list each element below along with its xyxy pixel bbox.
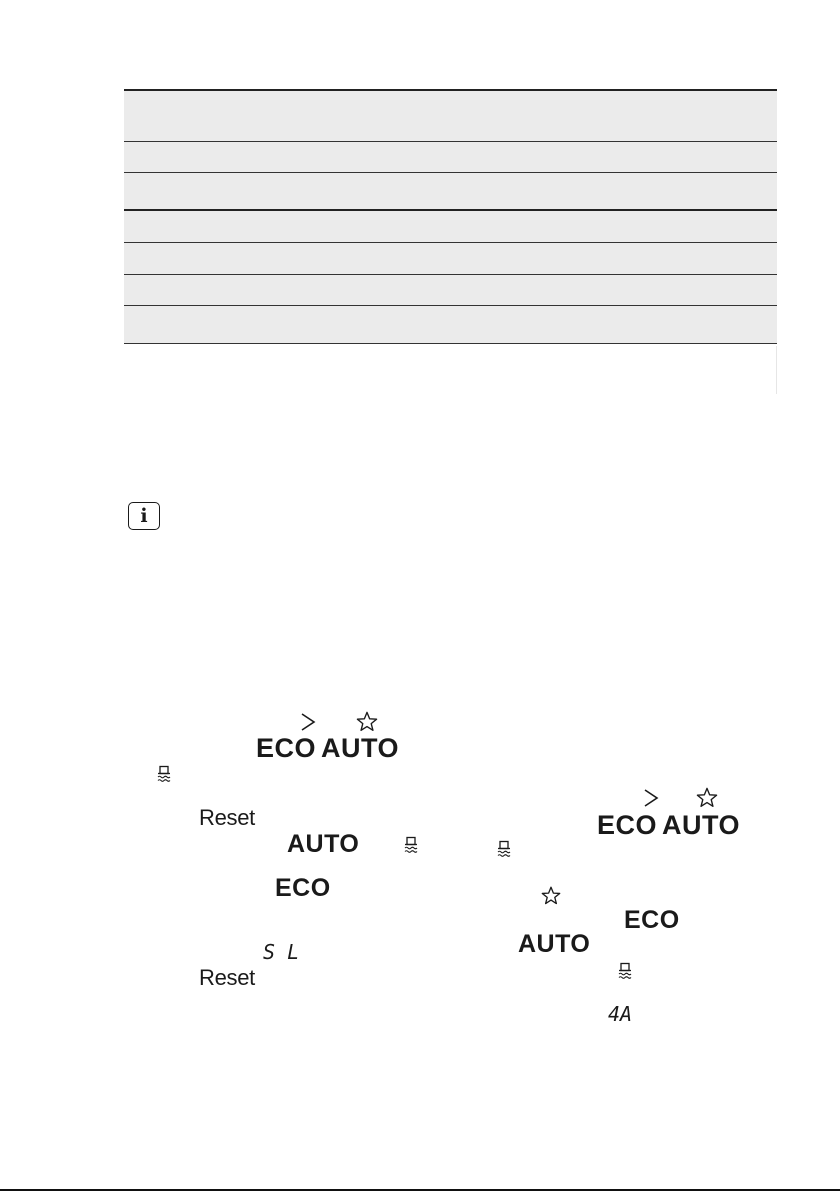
table-edge — [776, 346, 777, 394]
info-icon — [128, 502, 160, 530]
auto-label: AUTO — [662, 810, 741, 840]
table-row — [124, 306, 777, 343]
cup-wash-icon — [156, 765, 172, 783]
cup-wash-icon — [617, 962, 633, 980]
eco-label: ECO — [275, 874, 331, 902]
table-row — [124, 142, 777, 172]
page-bottom-rule — [0, 1189, 840, 1191]
table-row — [124, 211, 777, 242]
display-code-sl: S L — [263, 940, 300, 964]
table-row — [124, 275, 777, 305]
auto-label: AUTO — [287, 830, 360, 858]
star-outline-icon — [356, 711, 378, 732]
eco-label: ECO — [624, 906, 680, 934]
table-bottom-rule — [124, 343, 777, 344]
display-code-4a: 4A — [608, 1002, 633, 1026]
table-header-row — [124, 91, 777, 141]
cup-wash-icon — [403, 836, 419, 854]
info-glyph: i — [140, 505, 148, 527]
reset-label: Reset — [199, 805, 255, 830]
auto-label: AUTO — [321, 733, 400, 763]
eco-label: ECO — [597, 810, 658, 840]
table-row — [124, 243, 777, 274]
star-outline-icon — [541, 886, 561, 905]
eco-label: ECO — [256, 733, 317, 763]
cup-wash-icon — [496, 840, 512, 858]
table-row — [124, 173, 777, 209]
chevron-right-icon — [300, 712, 316, 732]
auto-label: AUTO — [518, 930, 591, 958]
chevron-right-icon — [643, 788, 659, 808]
reset-label: Reset — [199, 965, 255, 990]
star-outline-icon — [696, 787, 718, 808]
